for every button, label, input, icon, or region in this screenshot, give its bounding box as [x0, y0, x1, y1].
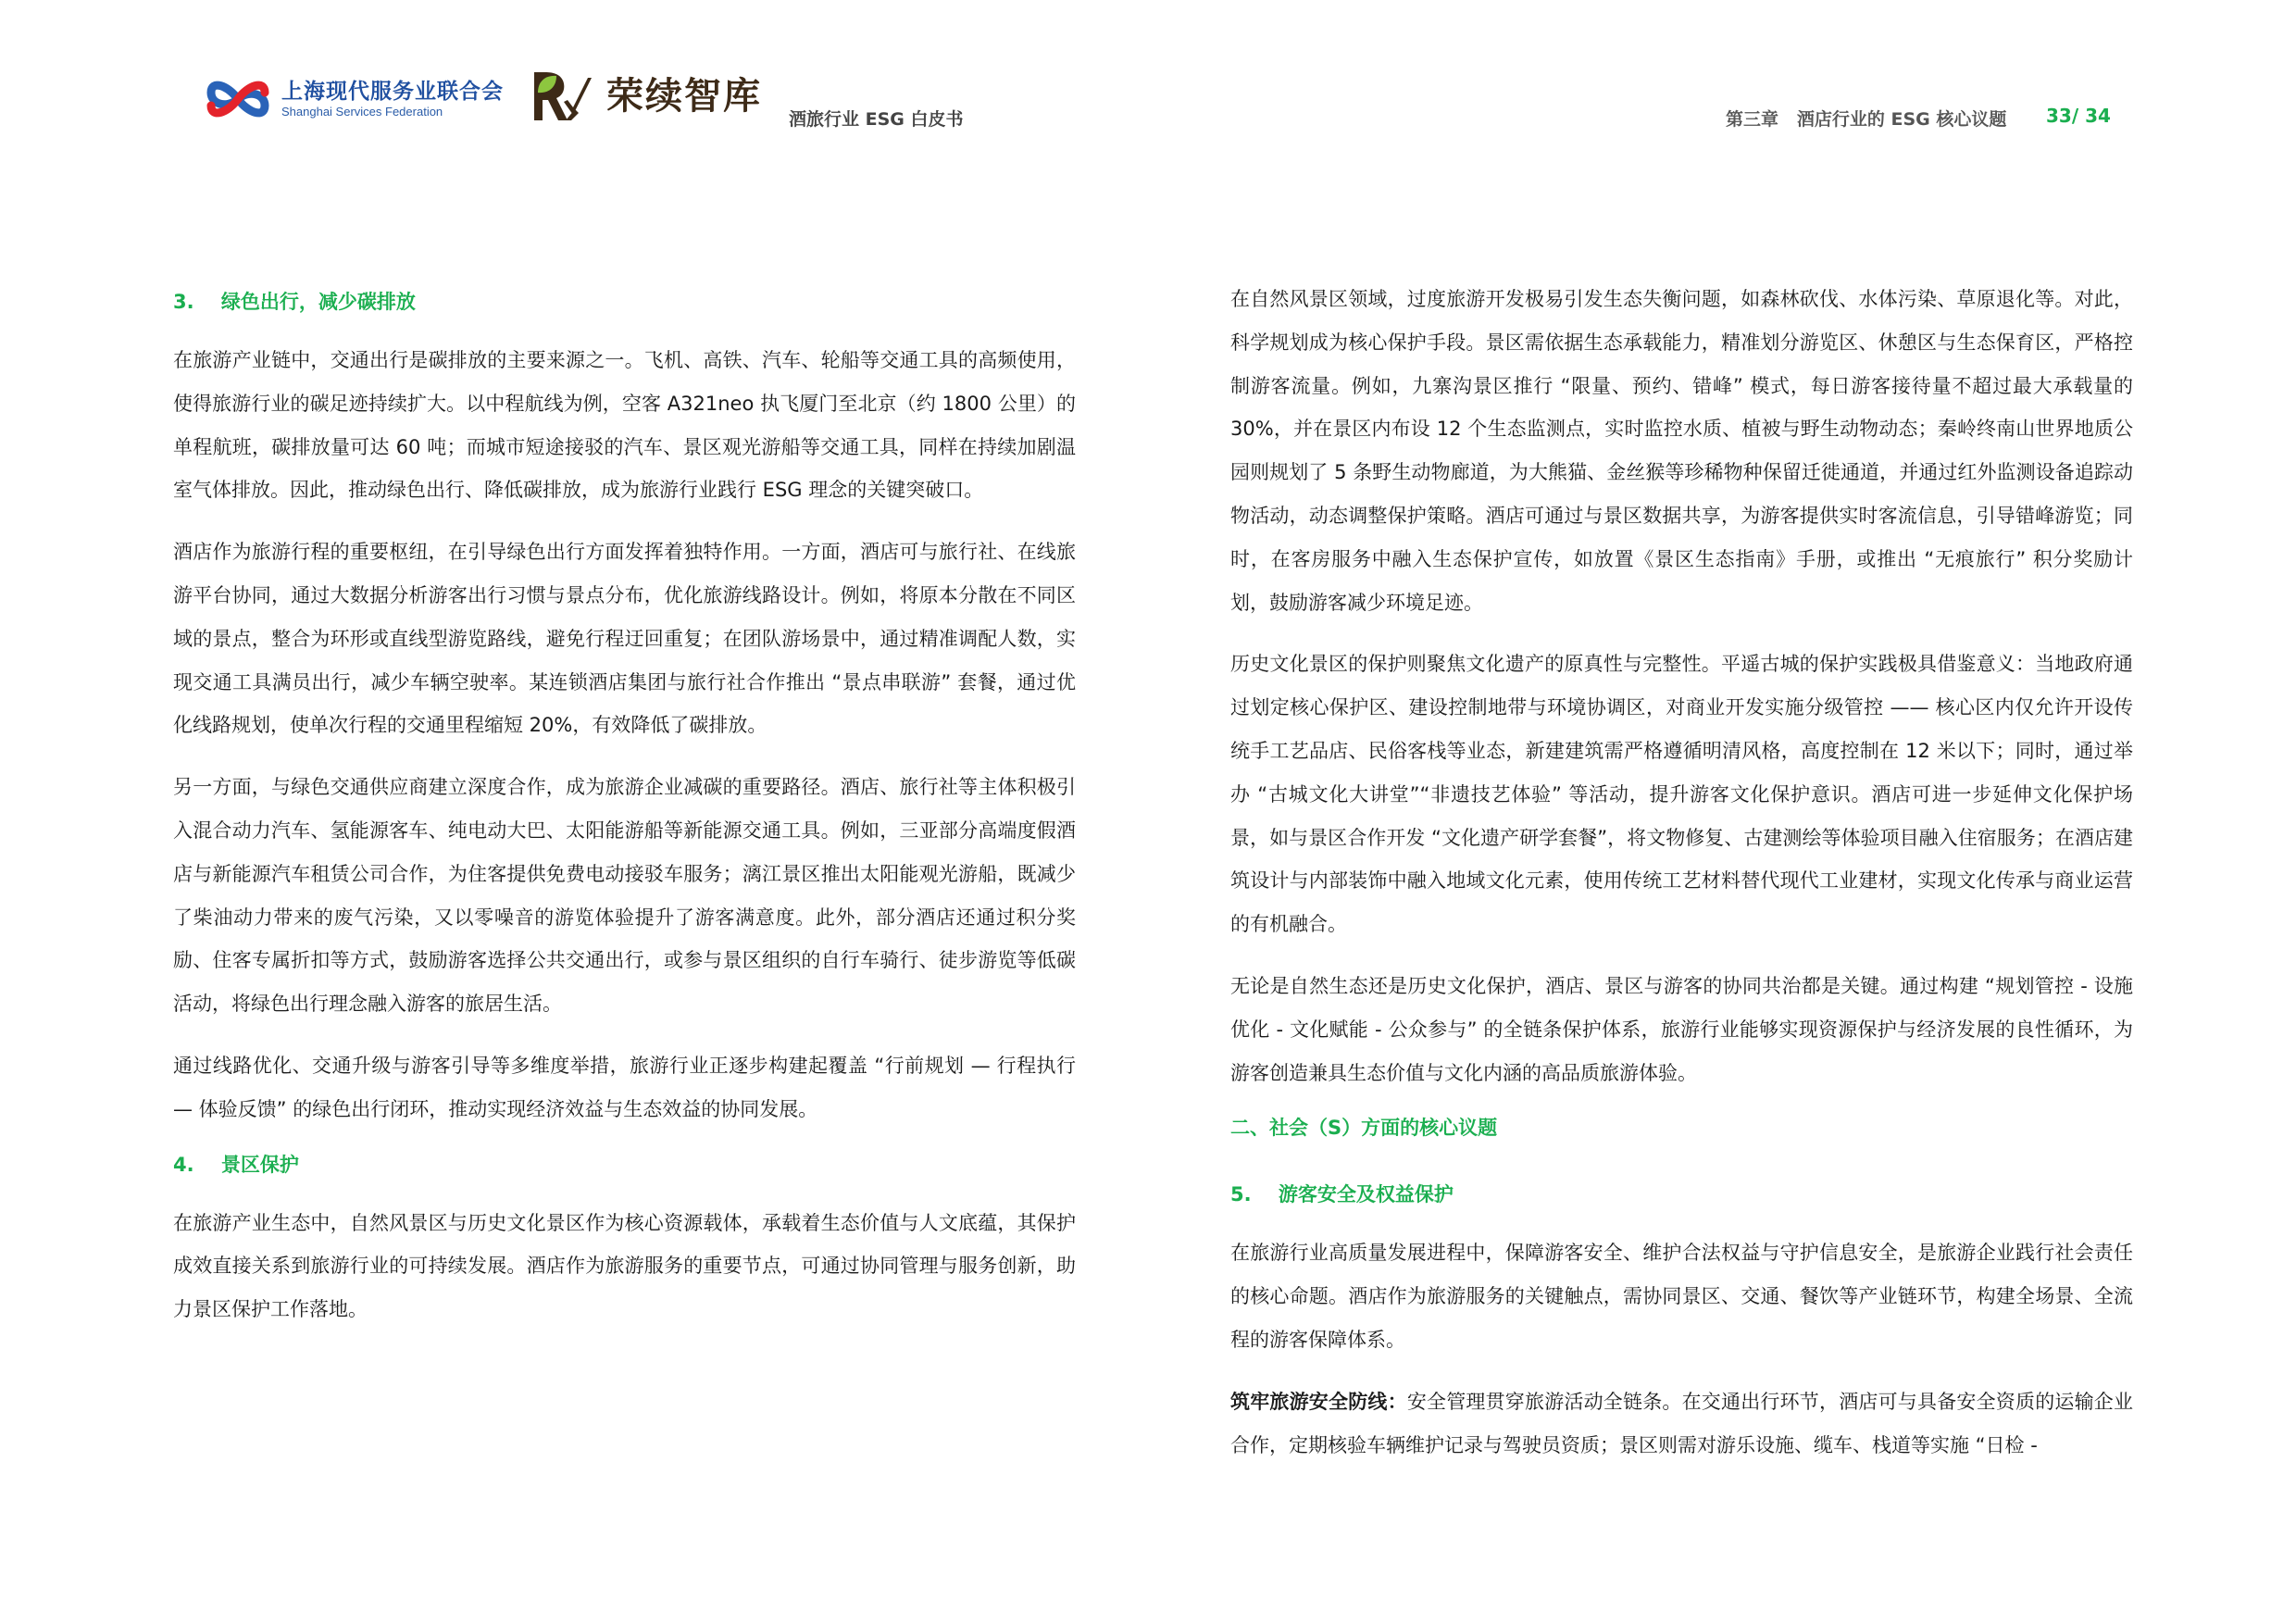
shanghai-services-federation-logo [206, 72, 504, 126]
paragraph: 无论是自然生态还是历史文化保护，酒店、景区与游客的协同共治都是关键。通过构建 “规划管控 - 设施优化 - 文化赋能 - 公众参与” 的全链条保护体系，旅游行业能够实现资源保护与经济发展的良性循环，为游客创造兼具生态价值与文化内涵的高品质旅游体验。 [1230, 974, 2133, 1084]
rongxu-think-tank-logo [532, 70, 762, 122]
safety-text: 安全管理贯穿旅游活动全链条。在交通出行环节，酒店可与具备安全资质的运输企业合作，定期核验车辆维护记录与驾驶员资质；景区则需对游乐设施、缆车、栈道等实施 “日检 - [1230, 1390, 2134, 1456]
section-heading-green-travel: 3. 绿色出行，减少碳排放 [173, 291, 416, 313]
paragraph: 在自然风景区领域，过度旅游开发极易引发生态失衡问题，如森林砍伐、水体污染、草原退化等。对此，科学规划成为核心保护手段。景区需依据生态承载能力，精准划分游览区、休憩区与生态保育区，严格控制游客流量。例如，九寨沟景区推行 “限量、预约、错峰” 模式，每日游客接待量不超过最大承载量的 30%，并在景区内布设 12 个生态监测点，实时监控水质、植被与野生动物动态；秦岭终南山世界地质公园则规划了 5 条野生动物廊道，为大熊猫、金丝猴等珍稀物种保留迁徙通道，并通过红外监测设备追踪动物活动，动态调整保护策略。酒店可通过与景区数据共享，为游客提供实时客流信息，引导错峰游览；同时，在客房服务中融入生态保护宣传，如放置《景区生态指南》手册，或推出 “无痕旅行” 积分奖励计划，鼓励游客减少环境足迹。 [1230, 288, 2133, 614]
paragraph: 历史文化景区的保护则聚焦文化遗产的原真性与完整性。平遥古城的保护实践极具借鉴意义：当地政府通过划定核心保护区、建设控制地带与环境协调区，对商业开发实施分级管控 —— 核心区内仅允许开设传统手工艺品店、民俗客栈等业态，新建建筑需严格遵循明清风格，高度控制在 12 米以下；同时，通过举办 “古城文化大讲堂”“非遗技艺体验” 等活动，提升游客文化保护意识。酒店可进一步延伸文化保护场景，如与景区合作开发 “文化遗产研学套餐”，将文物修复、古建测绘等体验项目融入住宿服务；在酒店建筑设计与内部装饰中融入地域文化元素，使用传统工艺材料替代现代工业建材，实现文化传承与商业运营的有机融合。 [1230, 653, 2133, 936]
section-heading-tourist-safety: 5. 游客安全及权益保护 [1230, 1183, 1454, 1206]
org-name-cn: 上海现代服务业联合会 [281, 80, 504, 104]
page-header [0, 0, 2296, 148]
right-column [1230, 278, 2133, 1467]
paragraph: 通过线路优化、交通升级与游客引导等多维度举措，旅游行业正逐步构建起覆盖 “行前规划 — 行程执行 — 体验反馈” 的绿色出行闭环，推动实现经济效益与生态效益的协同发展。 [173, 1054, 1076, 1120]
paragraph: 在旅游产业链中，交通出行是碳排放的主要来源之一。飞机、高铁、汽车、轮船等交通工具的高频使用，使得旅游行业的碳足迹持续扩大。以中程航线为例，空客 A321neo 执飞厦门至北京（约 1800 公里）的单程航班，碳排放量可达 60 吨；而城市短途接驳的汽车、景区观光游船等交通工具，同样在持续加剧温室气体排放。因此，推动绿色出行、降低碳排放，成为旅游行业践行 ESG 理念的关键突破口。 [173, 349, 1076, 502]
infinity-heart-logo-icon [206, 72, 270, 126]
think-tank-name: 荣续智库 [606, 75, 762, 118]
paragraph: 在旅游行业高质量发展进程中，保障游客安全、维护合法权益与守护信息安全，是旅游企业践行社会责任的核心命题。酒店作为旅游服务的关键触点，需协同景区、交通、餐饮等产业链环节，构建全场景、全流程的游客保障体系。 [1230, 1242, 2133, 1351]
chapter-title: 第三章 酒店行业的 ESG 核心议题 [1726, 109, 2007, 130]
paragraph: 酒店作为旅游行程的重要枢纽，在引导绿色出行方面发挥着独特作用。一方面，酒店可与旅行社、在线旅游平台协同，通过大数据分析游客出行习惯与景点分布，优化旅游线路设计。例如，将原本分散在不同区域的景点，整合为环形或直线型游览路线，避免行程迂回重复；在团队游场景中，通过精准调配人数，实现交通工具满员出行，减少车辆空驶率。某连锁酒店集团与旅行社合作推出 “景点串联游” 套餐，通过优化线路规划，使单次行程的交通里程缩短 20%，有效降低了碳排放。 [173, 541, 1076, 737]
page-number: 33/ 34 [2046, 105, 2111, 127]
left-column [173, 278, 1076, 1331]
section-heading-scenic-protection: 4. 景区保护 [173, 1153, 299, 1176]
org-name-en: Shanghai Services Federation [281, 105, 443, 119]
paragraph: 在旅游产业生态中，自然风景区与历史文化景区作为核心资源载体，承载着生态价值与人文底蕴，其保护成效直接关系到旅游行业的可持续发展。酒店作为旅游服务的重要节点，可通过协同管理与服务创新，助力景区保护工作落地。 [173, 1211, 1076, 1321]
paragraph-safety [1230, 1380, 2133, 1468]
safety-lead-bold: 筑牢旅游安全防线： [1230, 1390, 1407, 1413]
social-section-heading: 二、社会（S）方面的核心议题 [1230, 1117, 1498, 1140]
rx-leaf-check-logo-icon [532, 70, 593, 122]
paragraph: 另一方面，与绿色交通供应商建立深度合作，成为旅游企业减碳的重要路径。酒店、旅行社等主体积极引入混合动力汽车、氢能源客车、纯电动大巴、太阳能游船等新能源交通工具。例如，三亚部分高端度假酒店与新能源汽车租赁公司合作，为住客提供免费电动接驳车服务；漓江景区推出太阳能观光游船，既减少了柴油动力带来的废气污染，又以零噪音的游览体验提升了游客满意度。此外，部分酒店还通过积分奖励、住客专属折扣等方式，鼓励游客选择公共交通出行，或参与景区组织的自行车骑行、徒步游览等低碳活动，将绿色出行理念融入游客的旅居生活。 [173, 776, 1076, 1016]
document-title: 酒旅行业 ESG 白皮书 [789, 109, 964, 130]
